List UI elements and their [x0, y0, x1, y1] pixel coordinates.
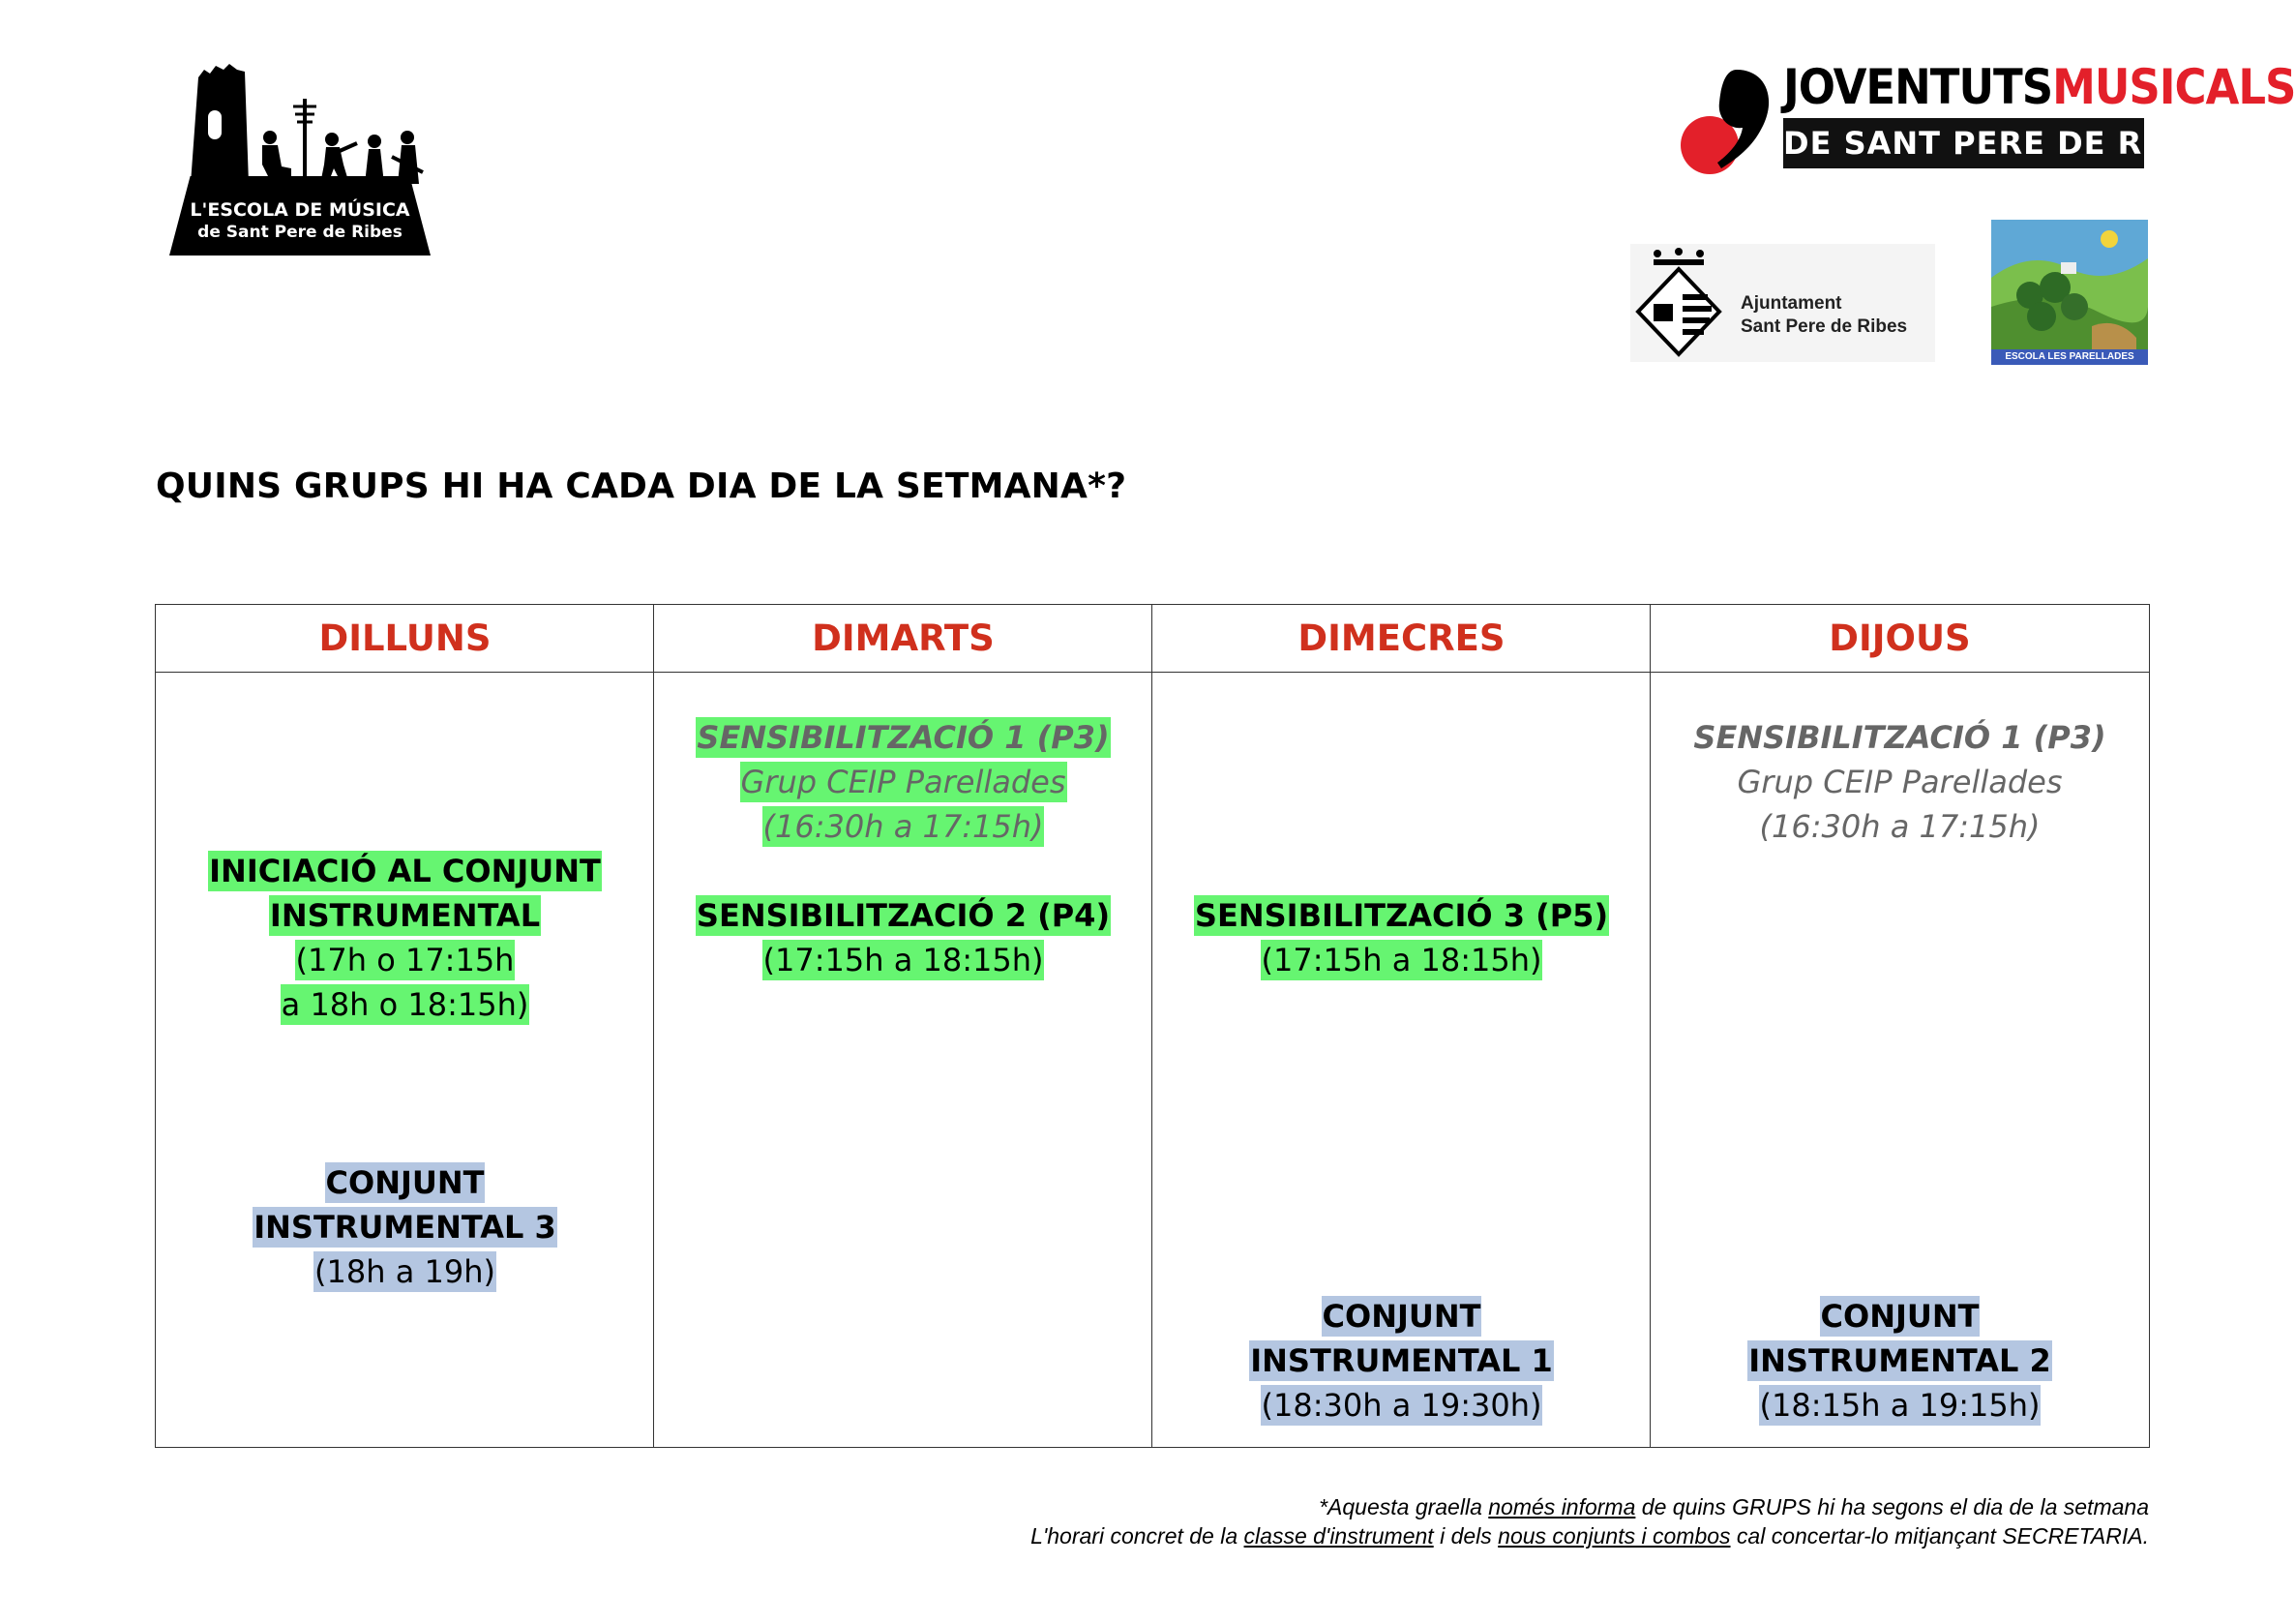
- dimecres-group2-line1: CONJUNT: [1322, 1298, 1481, 1335]
- parellades-band-text: ESCOLA LES PARELLADES: [1991, 349, 2148, 365]
- cell-dijous: [1651, 673, 2149, 1447]
- dimarts-group2-line2: (17:15h a 18:15h): [762, 942, 1044, 978]
- dilluns-group1-line4: a 18h o 18:15h): [281, 986, 529, 1023]
- footnote-line2: L'horari concret de la classe d'instrument i dels nous conjunts i combos cal concertar-lo mitjançant SECRETARIA.: [1030, 1523, 2149, 1549]
- weekly-groups-table: [155, 604, 2150, 1448]
- dimecres-group1-line1: SENSIBILITZACIÓ 3 (P5): [1194, 897, 1609, 934]
- jm-word-joventuts: JOVENTUTS: [1783, 59, 2053, 115]
- dilluns-group1-line3: (17h o 17:15h: [295, 942, 515, 978]
- comma-note-icon: [1679, 60, 1779, 176]
- header-dijous: DIJOUS: [1651, 605, 2149, 673]
- dimecres-group2-line3: (18:30h a 19:30h): [1261, 1387, 1542, 1424]
- ajuntament-line1: Ajuntament: [1741, 293, 1842, 314]
- ajuntament-logo: [1630, 244, 1935, 362]
- dijous-group2-line2: INSTRUMENTAL 2: [1748, 1342, 2051, 1379]
- dijous-group1-line1: SENSIBILITZACIÓ 1 (P3): [1693, 719, 2106, 756]
- dijous-group1-line3: (16:30h a 17:15h): [1759, 808, 2041, 845]
- header-dimarts: DIMARTS: [654, 605, 1152, 673]
- escola-les-parellades-logo: [1991, 220, 2148, 365]
- dimecres-group1-line2: (17:15h a 18:15h): [1261, 942, 1542, 978]
- footnote: [1030, 1492, 2149, 1550]
- joventuts-musicals-logo: [1679, 59, 2296, 176]
- dimecres-group2-line2: INSTRUMENTAL 1: [1250, 1342, 1553, 1379]
- jm-word-musicals: MUSICALS: [2052, 59, 2296, 115]
- landscape-painting-icon: [1991, 220, 2148, 365]
- footnote-line1: *Aquesta graella només informa de quins GRUPS hi ha segons el dia de la setmana: [1319, 1494, 2149, 1519]
- jm-logo-subtitle: DE SANT PERE DE RIBES: [1783, 118, 2144, 168]
- cell-dimarts: [654, 673, 1152, 1447]
- ajuntament-line2: Sant Pere de Ribes: [1741, 316, 1908, 337]
- dilluns-group2-line2: INSTRUMENTAL 3: [253, 1209, 556, 1246]
- jm-logo-title: [1783, 60, 2295, 114]
- escola-logo-line2: de Sant Pere de Ribes: [197, 223, 403, 242]
- dilluns-group1-line2: INSTRUMENTAL: [269, 897, 541, 934]
- coat-of-arms-icon: [1630, 244, 1737, 362]
- dijous-group1-line2: Grup CEIP Parellades: [1737, 764, 2063, 800]
- dilluns-group2-line3: (18h a 19h): [314, 1253, 495, 1290]
- header-dimecres: DIMECRES: [1152, 605, 1651, 673]
- dimarts-group1-line3: (16:30h a 17:15h): [762, 808, 1044, 845]
- page-title: QUINS GRUPS HI HA CADA DIA DE LA SETMANA*?: [156, 466, 1127, 506]
- dimarts-group2-line1: SENSIBILITZACIÓ 2 (P4): [696, 897, 1111, 934]
- header-dilluns: DILLUNS: [156, 605, 654, 673]
- dilluns-group1-line1: INICIACIÓ AL CONJUNT: [209, 853, 601, 889]
- escola-de-musica-logo: [169, 60, 431, 256]
- cell-dilluns: [156, 673, 654, 1447]
- escola-logo-line1: L'ESCOLA DE MÚSICA: [190, 199, 410, 221]
- dimarts-group1-line2: Grup CEIP Parellades: [740, 764, 1066, 800]
- dijous-group2-line1: CONJUNT: [1820, 1298, 1980, 1335]
- dimarts-group1-line1: SENSIBILITZACIÓ 1 (P3): [697, 719, 1110, 756]
- dilluns-group2-line1: CONJUNT: [325, 1164, 485, 1201]
- dijous-group2-line3: (18:15h a 19:15h): [1759, 1387, 2041, 1424]
- cell-dimecres: [1152, 673, 1651, 1447]
